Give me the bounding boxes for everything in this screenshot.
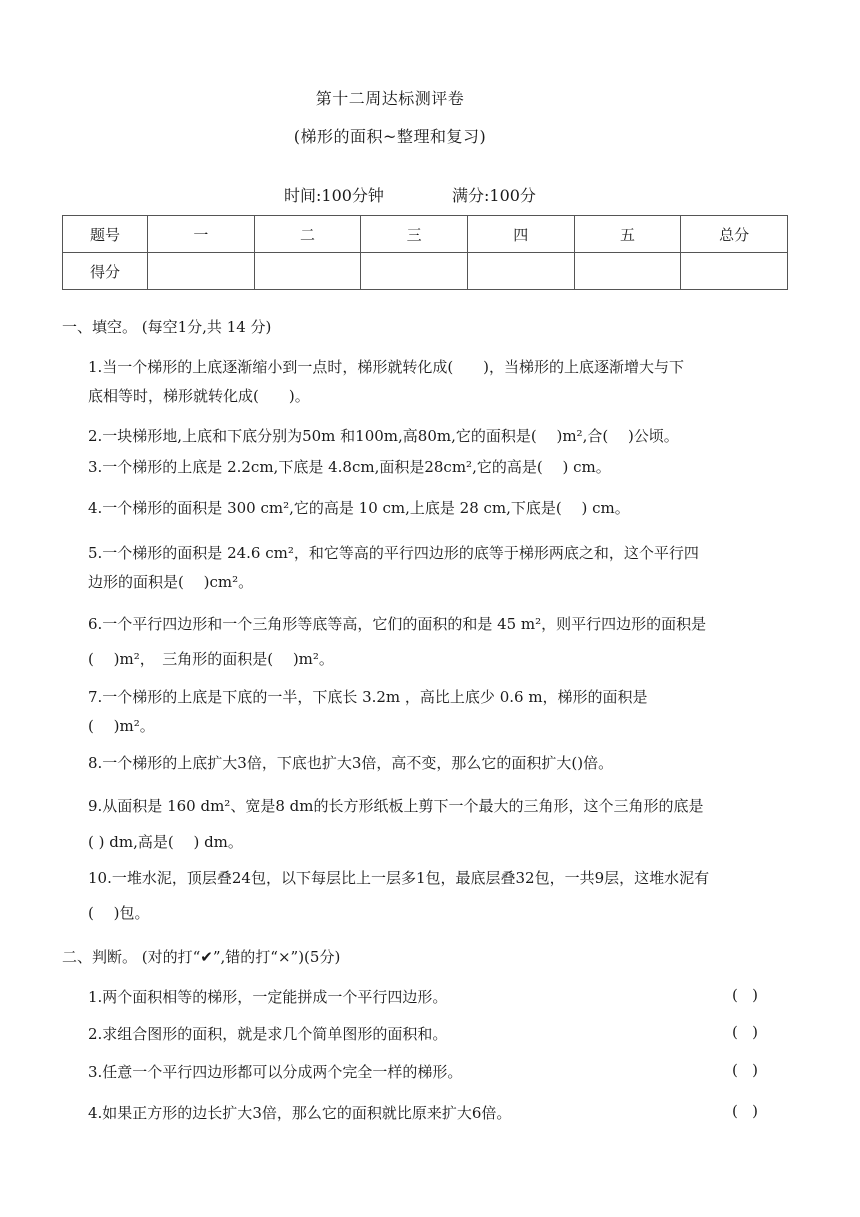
score-table-cell: 总分 xyxy=(681,216,788,253)
question-8 xyxy=(88,749,804,778)
judgment-3: 3.任意一个平行四边形都可以分成两个完全一样的梯形。 xyxy=(88,1063,463,1081)
score-table-cell: 五 xyxy=(574,216,681,253)
judgment-2: 2.求组合图形的面积，就是求几个简单图形的面积和。 xyxy=(88,1025,448,1043)
judgment-1: 1.两个面积相等的梯形，一定能拼成一个平行四边形。 xyxy=(88,988,448,1006)
question-line: ( ) dm,高是( ) dm。 xyxy=(88,833,243,851)
question-line: 6.一个平行四边形和一个三角形等底等高，它们的面积的和是 45 m²，则平行四边形的面积是 xyxy=(88,615,707,633)
score-input-cell[interactable] xyxy=(467,253,574,290)
answer-blank[interactable]: ( ) xyxy=(732,1061,759,1079)
question-line: 7.一个梯形的上底是下底的一半，下底长 3.2m ，高比上底少 0.6 m，梯形的面积是 xyxy=(88,688,648,706)
question-3 xyxy=(88,453,804,482)
score-table xyxy=(62,215,788,290)
answer-blank[interactable]: ( ) xyxy=(732,986,759,1004)
score-input-cell[interactable] xyxy=(254,253,361,290)
question-line: 9.从面积是 160 dm²、宽是8 dm的长方形纸板上剪下一个最大的三角形，这个三角形的底是 xyxy=(88,797,704,815)
question-2 xyxy=(88,422,804,451)
score-input-cell[interactable] xyxy=(574,253,681,290)
score-input-cell[interactable] xyxy=(681,253,788,290)
score-table-cell: 三 xyxy=(361,216,468,253)
answer-blank[interactable]: ( ) xyxy=(732,1102,759,1120)
question-line: 3.一个梯形的上底是 2.2cm,下底是 4.8cm,面积是28cm²,它的高是( ) cm。 xyxy=(88,458,611,476)
question-line: ( )m²。 xyxy=(88,717,155,735)
question-1 xyxy=(88,353,804,411)
section2-heading: 二、判断。 (对的打“✔”,错的打“×”)(5分) xyxy=(62,948,341,966)
question-6 xyxy=(88,610,804,674)
question-4 xyxy=(88,494,804,523)
question-line: 2.一块梯形地,上底和下底分别为50m 和100m,高80m,它的面积是( )m²,合( )公顷。 xyxy=(88,427,679,445)
question-7 xyxy=(88,683,804,741)
question-line: ( )m²， 三角形的面积是( )m²。 xyxy=(88,650,334,668)
score-table-cell: 题号 xyxy=(63,216,148,253)
question-line: ( )包。 xyxy=(88,904,150,922)
time-limit: 时间:100分钟 xyxy=(284,186,384,205)
question-line: 5.一个梯形的面积是 24.6 cm²，和它等高的平行四边形的底等于梯形两底之和，这个平行四 xyxy=(88,544,699,562)
question-9 xyxy=(88,792,804,857)
full-score: 满分:100分 xyxy=(452,186,536,205)
score-row-label: 得分 xyxy=(63,253,148,290)
score-table-header-row xyxy=(63,216,788,253)
question-line: 8.一个梯形的上底扩大3倍，下底也扩大3倍，高不变，那么它的面积扩大()倍。 xyxy=(88,754,614,772)
score-table-cell: 一 xyxy=(148,216,255,253)
exam-title: 第十二周达标测评卷 xyxy=(315,89,465,108)
question-5 xyxy=(88,539,804,597)
score-input-cell[interactable] xyxy=(361,253,468,290)
score-input-cell[interactable] xyxy=(148,253,255,290)
score-table-score-row xyxy=(63,253,788,290)
question-line: 边形的面积是( )cm²。 xyxy=(88,573,254,591)
section1-heading: 一、填空。 (每空1分,共 14 分) xyxy=(62,318,272,336)
question-line: 底相等时，梯形就转化成( )。 xyxy=(88,387,310,405)
exam-subtitle: (梯形的面积~整理和复习) xyxy=(293,127,487,146)
score-table-cell: 四 xyxy=(467,216,574,253)
score-table-cell: 二 xyxy=(254,216,361,253)
question-line: 1.当一个梯形的上底逐渐缩小到一点时，梯形就转化成( )，当梯形的上底逐渐增大与下 xyxy=(88,358,685,376)
judgment-4: 4.如果正方形的边长扩大3倍，那么它的面积就比原来扩大6倍。 xyxy=(88,1104,512,1122)
question-line: 4.一个梯形的面积是 300 cm²,它的高是 10 cm,上底是 28 cm,下底是( ) cm。 xyxy=(88,499,630,517)
question-10 xyxy=(88,864,804,928)
answer-blank[interactable]: ( ) xyxy=(732,1023,759,1041)
question-line: 10.一堆水泥，顶层叠24包，以下每层比上一层多1包，最底层叠32包，一共9层，这堆水泥有 xyxy=(88,869,710,887)
